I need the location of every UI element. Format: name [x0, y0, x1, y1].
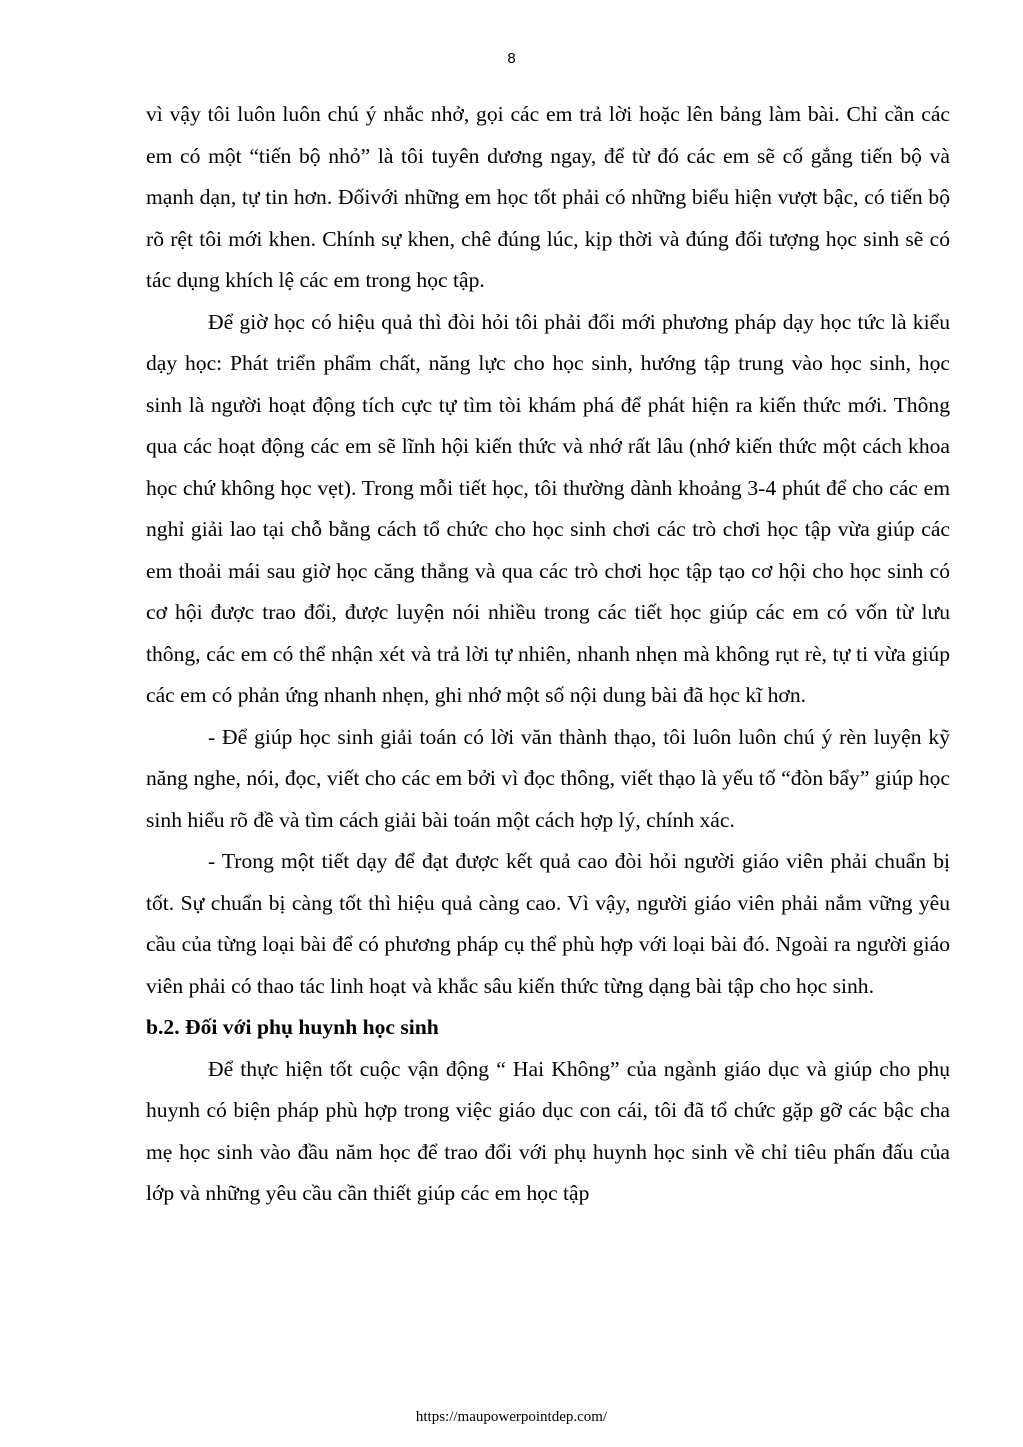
- page-number: 8: [507, 50, 516, 67]
- paragraph-1: vì vậy tôi luôn luôn chú ý nhắc nhở, gọi các em trả lời hoặc lên bảng làm bài. Chỉ cần các em có một “tiến bộ nhỏ” là tôi tuyên dương ngay, để từ đó các em sẽ cố gắng tiến bộ và mạnh dạn, tự tin hơn. Đốivới những em học tốt phải có những biểu hiện vượt bậc, có tiến bộ rõ rệt tôi mới khen. Chính sự khen, chê đúng lúc, kịp thời và đúng đối tượng học sinh sẽ có tác dụng khích lệ các em trong học tập.: [146, 102, 950, 292]
- paragraph-3: - Để giúp học sinh giải toán có lời văn thành thạo, tôi luôn luôn chú ý rèn luyện kỹ năng nghe, nói, đọc, viết cho các em bởi vì đọc thông, viết thạo là yếu tố “đòn bẩy” giúp học sinh hiểu rõ đề và tìm cách giải bài toán một cách hợp lý, chính xác.: [146, 724, 950, 832]
- section-heading: b.2. Đối với phụ huynh học sinh: [146, 1015, 439, 1039]
- paragraph-2: Để giờ học có hiệu quả thì đòi hỏi tôi phải đổi mới phương pháp dạy học tức là kiểu dạy học: Phát triển phẩm chất, năng lực cho học sinh, hướng tập trung vào học sinh, học sinh là người hoạt động tích cực tự tìm tòi khám phá để phát hiện ra kiến thức mới. Thông qua các hoạt động các em sẽ lĩnh hội kiến thức và nhớ rất lâu (nhớ kiến thức một cách khoa học chứ không học vẹt). Trong mỗi tiết học, tôi thường dành khoảng 3-4 phút để cho các em nghỉ giải lao tại chỗ bằng cách tổ chức cho học sinh chơi các trò chơi học tập vừa giúp các em thoải mái sau giờ học căng thẳng và qua các trò chơi học tập tạo cơ hội cho học sinh có cơ hội được trao đổi, được luyện nói nhiều trong các tiết học giúp các em có vốn từ lưu thông, các em có thể nhận xét và trả lời tự nhiên, nhanh nhẹn mà không rụt rè, tự ti vừa giúp các em có phản ứng nhanh nhẹn, ghi nhớ một số nội dung bài đã học kĩ hơn.: [146, 309, 950, 707]
- footer-url: https://maupowerpointdep.com/: [415, 1409, 608, 1425]
- paragraph-4: - Trong một tiết dạy để đạt được kết quả cao đòi hỏi người giáo viên phải chuẩn bị tốt. Sự chuẩn bị càng tốt thì hiệu quả càng cao. Vì vậy, người giáo viên phải nắm vững yêu cầu của từng loại bài để có phương pháp cụ thể phù hợp với loại bài đó. Ngoài ra người giáo viên phải có thao tác linh hoạt và khắc sâu kiến thức từng dạng bài tập cho học sinh.: [146, 849, 950, 998]
- document-body: [146, 94, 950, 1215]
- paragraph-5: Để thực hiện tốt cuộc vận động “ Hai Không” của ngành giáo dục và giúp cho phụ huynh có biện pháp phù hợp trong việc giáo dục con cái, tôi đã tổ chức gặp gỡ các bậc cha mẹ học sinh vào đầu năm học để trao đổi với phụ huynh học sinh về chỉ tiêu phấn đấu của lớp và những yêu cầu cần thiết giúp các em học tập: [146, 1056, 950, 1205]
